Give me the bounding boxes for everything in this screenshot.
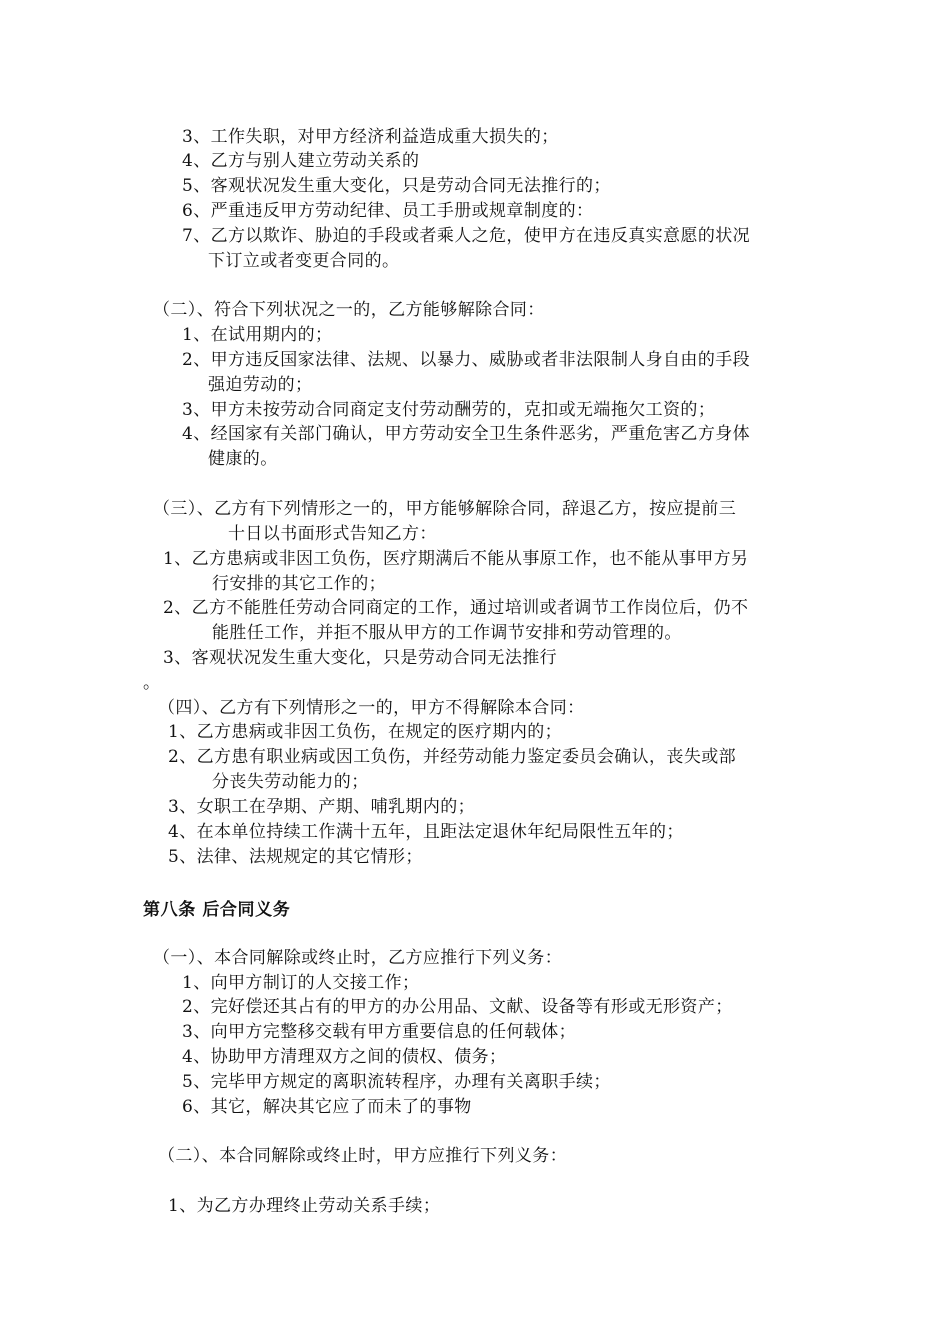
clause-line: 2、乙方患有职业病或因工负伤，并经劳动能力鉴定委员会确认，丧失或部 [168, 747, 737, 767]
clause-line: 5、法律、法规规定的其它情形； [168, 847, 423, 867]
clause-line: 4、在本单位持续工作满十五年，且距法定退休年纪局限性五年的； [168, 822, 684, 842]
clause-line: 5、完毕甲方规定的离职流转程序，办理有关离职手续； [182, 1072, 611, 1092]
clause-line: 7、乙方以欺诈、胁迫的手段或者乘人之危，使甲方在违反真实意愿的状况 [182, 226, 751, 246]
clause-line: 3、甲方未按劳动合同商定支付劳动酬劳的，克扣或无端拖欠工资的； [182, 400, 716, 420]
clause-line: 2、甲方违反国家法律、法规、以暴力、威胁或者非法限制人身自由的手段 [182, 350, 751, 370]
clause-line: 6、严重违反甲方劳动纪律、员工手册或规章制度的： [182, 201, 594, 221]
section-heading: （一）、本合同解除或终止时，乙方应推行下列义务： [153, 948, 563, 968]
clause-line: 1、乙方患病或非因工负伤，医疗期满后不能从事原工作，也不能从事甲方另 [163, 549, 749, 569]
clause-line: 1、为乙方办理终止劳动关系手续； [168, 1196, 441, 1216]
clause-line: 5、客观状况发生重大变化，只是劳动合同无法推行的； [182, 176, 611, 196]
clause-line-continuation: 下订立或者变更合同的。 [208, 251, 400, 271]
clause-line: 1、向甲方制订的人交接工作； [182, 973, 420, 993]
clause-line: 6、其它，解决其它应了而未了的事物 [182, 1097, 472, 1117]
clause-line: 3、工作失职，对甲方经济利益造成重大损失的； [182, 127, 559, 147]
clause-line-continuation: 行安排的其它工作的； [212, 574, 386, 594]
clause-line: 3、女职工在孕期、产期、哺乳期内的； [168, 797, 476, 817]
section-heading: （三）、乙方有下列情形之一的，甲方能够解除合同，辞退乙方，按应提前三 [153, 499, 737, 519]
clause-line: 1、乙方患病或非因工负伤，在规定的医疗期内的； [168, 722, 563, 742]
clause-line-continuation: 能胜任工作，并拒不服从甲方的工作调节安排和劳动管理的。 [212, 623, 682, 643]
section-heading-continuation: 十日以书面形式告知乙方： [228, 524, 437, 544]
clause-line: 1、在试用期内的； [182, 325, 333, 345]
section-heading: （二）、本合同解除或终止时，甲方应推行下列义务： [158, 1146, 568, 1166]
article-title: 第八条 后合同义务 [143, 900, 291, 920]
stray-period: 。 [143, 673, 161, 693]
clause-line: 4、协助甲方清理双方之间的债权、债务； [182, 1047, 507, 1067]
section-heading: （二）、符合下列状况之一的，乙方能够解除合同： [153, 300, 545, 320]
clause-line-continuation: 强迫劳动的； [208, 375, 313, 395]
clause-line: 2、乙方不能胜任劳动合同商定的工作，通过培训或者调节工作岗位后，仍不 [163, 598, 749, 618]
clause-line: 3、客观状况发生重大变化，只是劳动合同无法推行 [163, 648, 558, 668]
clause-line-continuation: 健康的。 [208, 449, 278, 469]
clause-line: 4、经国家有关部门确认，甲方劳动安全卫生条件恶劣，严重危害乙方身体 [182, 424, 751, 444]
clause-line-continuation: 分丧失劳动能力的； [212, 772, 369, 792]
clause-line: 3、向甲方完整移交载有甲方重要信息的任何载体； [182, 1022, 577, 1042]
section-heading: （四）、乙方有下列情形之一的，甲方不得解除本合同： [158, 698, 585, 718]
clause-line: 2、完好偿还其占有的甲方的办公用品、文献、设备等有形或无形资产； [182, 997, 733, 1017]
clause-line: 4、乙方与别人建立劳动关系的 [182, 151, 420, 171]
